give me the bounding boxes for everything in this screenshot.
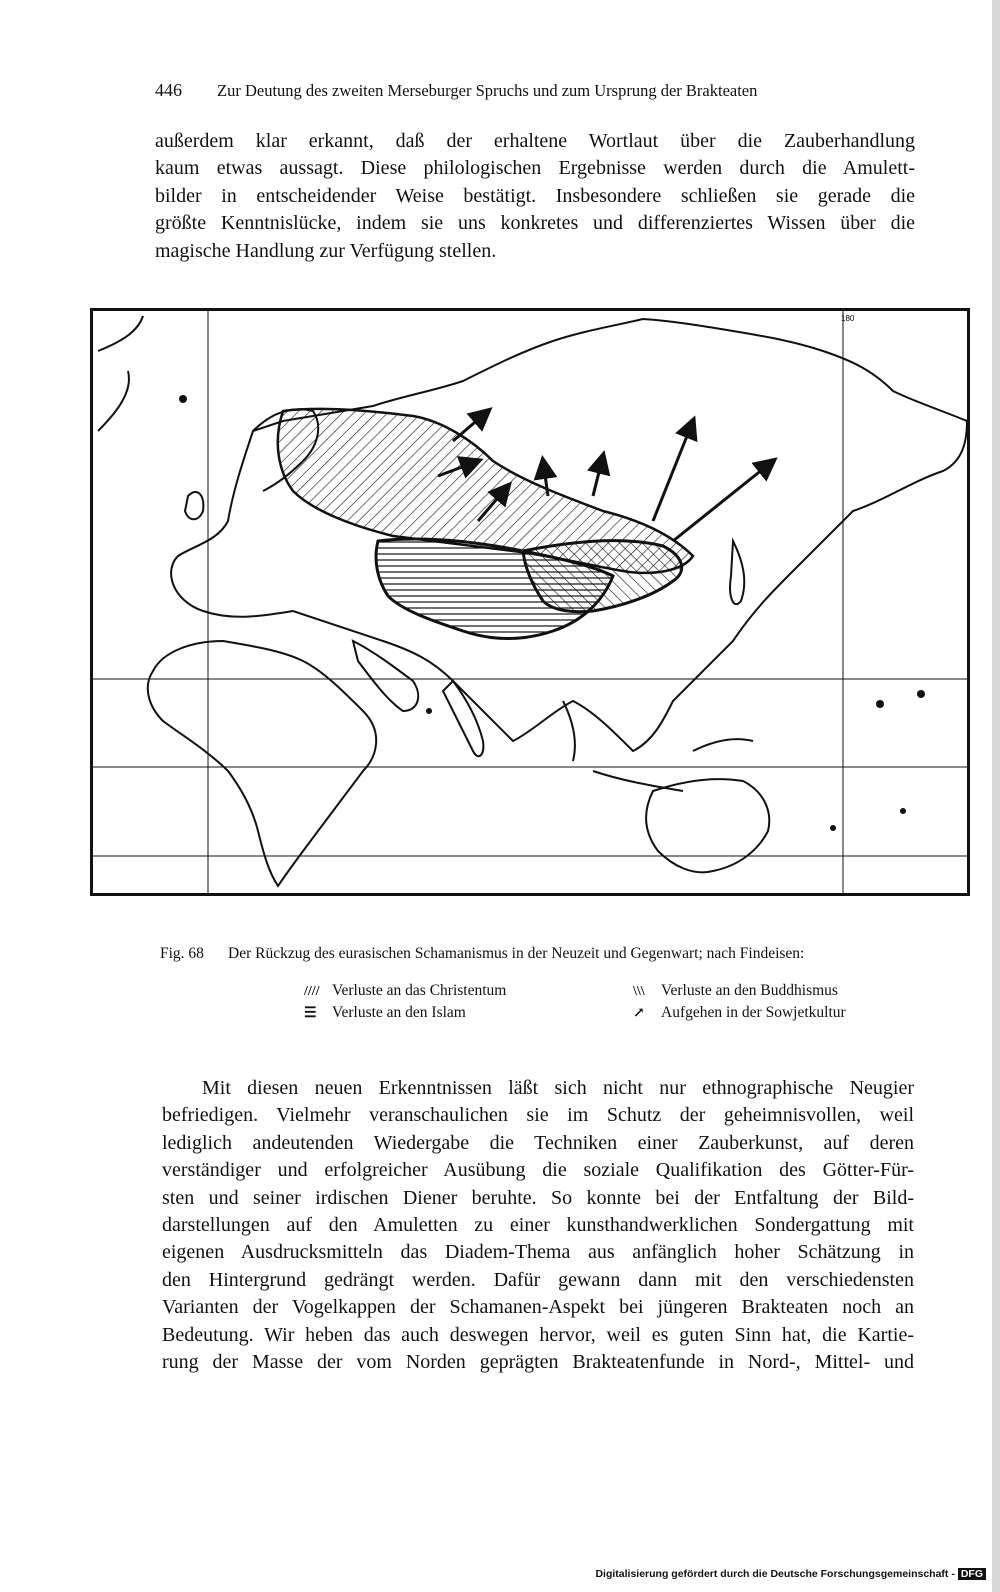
hatch-backslash-icon: \\\ [633,984,645,999]
text-line: bilder in entscheidender Weise bestätigt. Insbesondere schließen sie gerade die [155,184,915,207]
legend-item-soviet-culture [633,1004,846,1022]
loss-buddhism [523,541,682,612]
page-edge [992,0,1000,1592]
text-line: den Hintergrund gedrängt werden. Dafür gewann dann mit den verschiedensten [162,1268,914,1291]
legend-label: Verluste an den Islam [332,1004,466,1021]
figure-number: Fig. 68 [160,945,204,962]
paragraph-2 [162,1075,914,1376]
arrow-icon: ↗ [633,1006,645,1021]
footer-text: Digitalisierung gefördert durch die Deutsche Forschungsgemeinschaft - [595,1568,955,1580]
legend-label: Verluste an den Buddhismus [661,982,838,999]
page-number: 446 [155,80,182,100]
legend-item-buddhism [633,982,838,1000]
text-line: befriedigen. Vielmehr veranschaulichen sie im Schutz der geheimnisvollen, weil [162,1104,914,1127]
hatch-diagonal-icon: //// [304,984,320,999]
dfg-logo: DFG [958,1568,986,1580]
eurasia-shamanism-map [93,311,967,893]
running-header [155,80,855,101]
legend-label: Aufgehen in der Sowjetkultur [661,1004,846,1021]
text-line: eigenen Ausdrucksmitteln das Diadem-Thema aus anfänglich hoher Schätzung in [162,1241,914,1264]
figure-map [90,308,970,896]
digitization-footer [595,1568,986,1580]
text-line: Varianten der Vogelkappen der Schamanen-Aspekt bei jüngeren Brakteaten noch an [162,1296,914,1319]
text-line: darstellungen auf den Amuletten zu einer kunsthandwerklichen Sondergattung mit [162,1214,914,1237]
text-line: größte Kenntnislücke, indem sie uns konkretes und differenziertes Wissen über die [155,212,915,235]
legend-label: Verluste an das Christentum [332,982,507,999]
hatch-horizontal-icon: ☰ [304,1006,317,1021]
text-line: Mit diesen neuen Erkenntnissen läßt sich nicht nur ethnographische Neugier [202,1077,914,1099]
text-line: kaum etwas aussagt. Diese philologischen Ergebnisse werden durch die Amulett- [155,157,915,180]
text-line: magische Handlung zur Verfügung stellen. [155,239,497,262]
legend-item-christianity [304,982,506,1000]
map-marker-180: 180 [841,314,855,323]
text-line: außerdem klar erkannt, daß der erhaltene Wortlaut über die Zauberhandlung [155,130,915,152]
text-line: sten und seiner irdischen Diener beruhte. So konnte bei der Entfaltung der Bild- [162,1186,914,1209]
legend-item-islam [304,1004,466,1022]
text-line: verständiger und erfolgreicher Ausübung die soziale Qualifikation des Götter-Für- [162,1159,914,1182]
caption-text: Der Rückzug des eurasischen Schamanismus in der Neuzeit und Gegenwart; nach Findeisen: [228,945,805,962]
running-title: Zur Deutung des zweiten Merseburger Spruchs und zum Ursprung der Brakteaten [217,81,758,100]
text-line: Bedeutung. Wir heben das auch deswegen hervor, weil es guten Sinn hat, die Kartie- [162,1323,914,1346]
text-line: rung der Masse der vom Norden geprägten Brakteatenfunde in Nord-, Mittel- und [162,1351,914,1374]
text-line: lediglich andeutenden Wiedergabe die Techniken einer Zauberkunst, auf deren [162,1131,914,1154]
paragraph-1 [155,128,915,265]
